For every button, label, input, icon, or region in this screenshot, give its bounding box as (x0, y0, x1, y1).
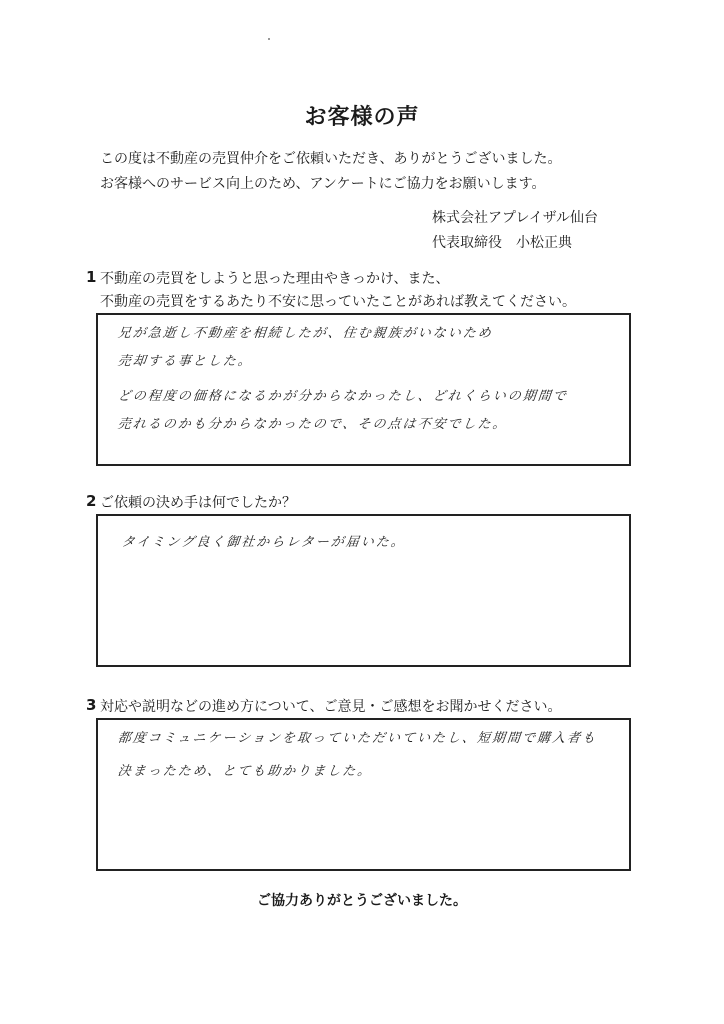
question-3-line-1: 対応や説明などの進め方について、ご意見・ご感想をお聞かせください。 (100, 699, 562, 715)
question-1-number: 1 (86, 268, 97, 286)
company-name: 株式会社アプレイザル仙台 (432, 210, 599, 226)
scan-speck (268, 38, 270, 40)
footer-thanks: ご協力ありがとうございました。 (257, 893, 467, 909)
question-3-number: 3 (86, 696, 97, 714)
question-2-line-1: ご依頼の決め手は何でしたか？ (100, 495, 296, 511)
page-title: お客様の声 (304, 105, 420, 130)
question-1-line-1: 不動産の売買をしようと思った理由やきっかけ、また、 (100, 271, 450, 287)
intro-line-1: この度は不動産の売買仲介をご依頼いただき、ありがとうございました。 (100, 151, 562, 167)
answer-1-line-4: 売れるのかも分からなかったので、その点は不安でした。 (117, 417, 509, 432)
answer-3-line-2: 決まったため、とても助かりました。 (117, 764, 374, 779)
company-representative: 代表取締役 小松正典 (432, 235, 572, 251)
question-1-line-2: 不動産の売買をするあたり不安に思っていたことがあれば教えてください。 (100, 294, 576, 310)
intro-line-2: お客様へのサービス向上のため、アンケートにご協力をお願いします。 (100, 176, 546, 192)
question-2-number: 2 (86, 492, 97, 510)
answer-1-line-1: 兄が急逝し不動産を相続したが、住む親族がいないため (117, 326, 494, 341)
answer-1-line-3: どの程度の価格になるかが分からなかったし、どれくらいの期間で (117, 389, 569, 404)
answer-3-line-1: 都度コミュニケーションを取っていただいていたし、短期間で購入者も (117, 731, 598, 746)
answer-2-line-1: タイミング良く御社からレターが届いた。 (121, 535, 407, 550)
answer-1-line-2: 売却する事とした。 (117, 354, 254, 369)
